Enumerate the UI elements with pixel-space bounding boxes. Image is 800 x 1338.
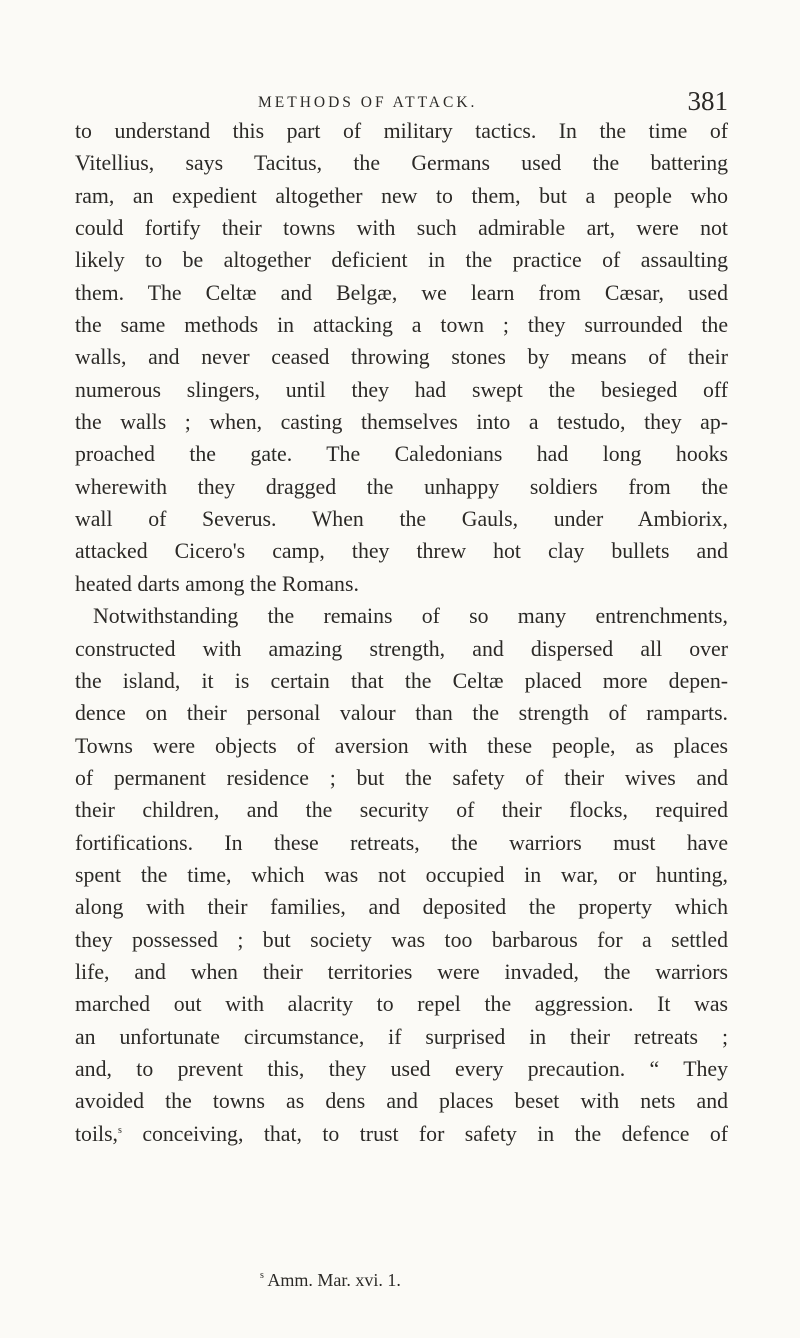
text-line: marched out with alacrity to repel the aggression. It was bbox=[75, 992, 728, 1017]
text-line: along with their families, and deposited the property which bbox=[75, 895, 728, 920]
text-line: their children, and the security of their flocks, required bbox=[75, 798, 728, 823]
text-line: they possessed ; but society was too barbarous for a settled bbox=[75, 927, 728, 952]
text-line: spent the time, which was not occupied in war, or hunting, bbox=[75, 862, 728, 887]
text-line: to understand this part of military tactics. In the time of bbox=[75, 119, 728, 143]
text-line: could fortify their towns with such admirable art, were not bbox=[75, 216, 728, 241]
text-line: attacked Cicero's camp, they threw hot clay bullets and bbox=[75, 539, 728, 564]
text-line-with-footnote-ref bbox=[75, 1118, 728, 1150]
text-line: constructed with amazing strength, and dispersed all over bbox=[75, 636, 728, 661]
text-line: Notwithstanding the remains of so many entrenchments, bbox=[93, 604, 728, 629]
text-line: likely to be altogether deficient in the practice of assaulting bbox=[75, 248, 728, 273]
text-line: and, to prevent this, they used every precaution. “ They bbox=[75, 1056, 728, 1081]
text-line: an unfortunate circumstance, if surprised in their retreats ; bbox=[75, 1024, 728, 1049]
text-line: life, and when their territories were invaded, the warriors bbox=[75, 959, 728, 984]
text-line: heated darts among the Romans. bbox=[75, 571, 359, 596]
text-fragment: toils, bbox=[75, 1121, 118, 1146]
text-line: the walls ; when, casting themselves into a testudo, they ap- bbox=[75, 410, 728, 435]
text-line: proached the gate. The Caledonians had long hooks bbox=[75, 442, 728, 467]
text-line: fortifications. In these retreats, the warriors must have bbox=[75, 830, 728, 855]
footnote-text: Amm. Mar. xvi. 1. bbox=[267, 1270, 401, 1290]
text-line: wall of Severus. When the Gauls, under Ambiorix, bbox=[75, 507, 728, 532]
text-line: Vitellius, says Tacitus, the Germans used the battering bbox=[75, 151, 728, 176]
text-line: dence on their personal valour than the strength of ramparts. bbox=[75, 701, 728, 726]
text-line: avoided the towns as dens and places beset with nets and bbox=[75, 1089, 728, 1114]
body-text bbox=[75, 115, 728, 1150]
text-line: them. The Celtæ and Belgæ, we learn from Cæsar, used bbox=[75, 280, 728, 305]
page-number: 381 bbox=[687, 86, 728, 116]
footnote bbox=[260, 1270, 401, 1291]
footnote-mark: s bbox=[260, 1270, 264, 1281]
text-line: numerous slingers, until they had swept the besieged off bbox=[75, 377, 728, 402]
text-line: wherewith they dragged the unhappy soldiers from the bbox=[75, 474, 728, 499]
running-title: METHODS OF ATTACK. bbox=[258, 94, 478, 111]
text-line: the same methods in attacking a town ; they surrounded the bbox=[75, 313, 728, 338]
text-fragment: conceiving, that, to trust for safety in the defence of bbox=[121, 1121, 728, 1146]
text-line: of permanent residence ; but the safety of their wives and bbox=[75, 765, 728, 790]
text-line: ram, an expedient altogether new to them, but a people who bbox=[75, 183, 728, 208]
text-line: walls, and never ceased throwing stones by means of their bbox=[75, 345, 728, 370]
text-line: the island, it is certain that the Celtæ placed more depen- bbox=[75, 668, 728, 693]
text-line: Towns were objects of aversion with these people, as places bbox=[75, 733, 728, 758]
footnote-reference: s bbox=[118, 1124, 122, 1136]
